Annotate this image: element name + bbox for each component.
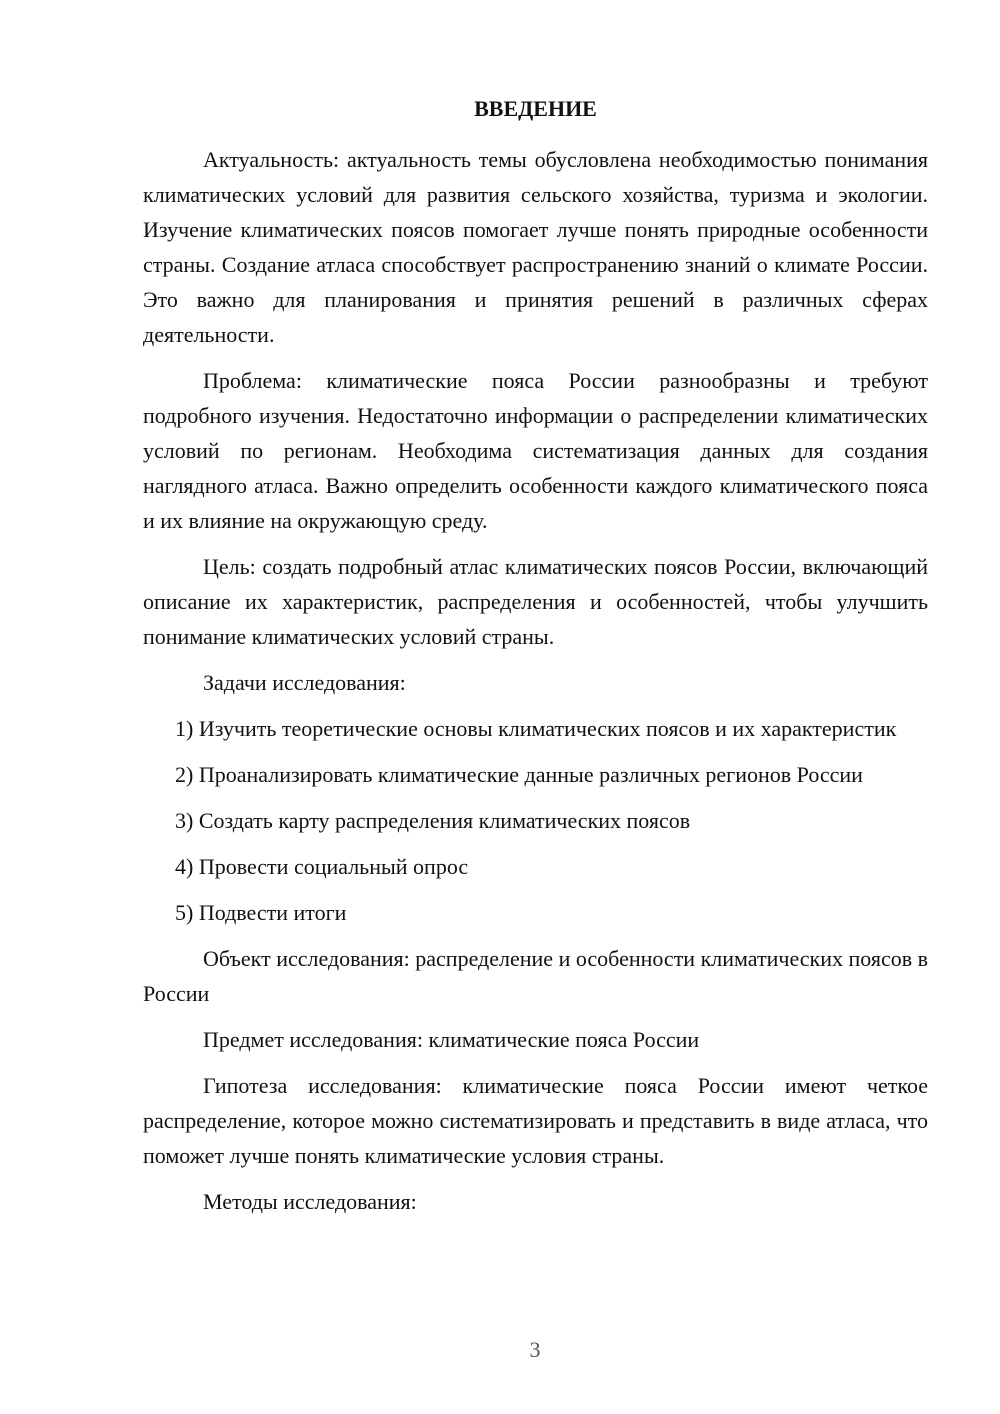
page-title: ВВЕДЕНИЕ bbox=[474, 96, 597, 121]
tasks-heading: Задачи исследования: bbox=[203, 670, 406, 695]
object-paragraph: Объект исследования: распределение и особенности климатических поясов в России bbox=[143, 946, 928, 1006]
page-number: 3 bbox=[529, 1337, 541, 1362]
task-item-4: 4) Провести социальный опрос bbox=[175, 854, 469, 879]
hypothesis-paragraph: Гипотеза исследования: климатические пояса России имеют четкое распределение, которое можно систематизировать и представить в виде атласа, что поможет лучше понять климатические условия страны. bbox=[143, 1073, 928, 1168]
methods-heading: Методы исследования: bbox=[203, 1189, 417, 1214]
problem-paragraph: Проблема: климатические пояса России разнообразны и требуют подробного изучения. Недостаточно информации о распределении климатических условий по регионам. Необходима систематизация данных для создания наглядного атласа. Важно определить особенности каждого климатического пояса и их влияние на окружающую среду. bbox=[143, 368, 928, 533]
document-page bbox=[143, 94, 928, 1230]
task-item-1: 1) Изучить теоретические основы климатических поясов и их характеристик bbox=[175, 716, 897, 741]
relevance-paragraph: Актуальность: актуальность темы обусловлена необходимостью понимания климатических условий для развития сельского хозяйства, туризма и экологии. Изучение климатических поясов помогает лучше понять природные особенности страны. Создание атласа способствует распространению знаний о климате России. Это важно для планирования и принятия решений в различных сферах деятельности. bbox=[143, 147, 928, 347]
task-item-5: 5) Подвести итоги bbox=[175, 900, 347, 925]
task-item-3: 3) Создать карту распределения климатических поясов bbox=[175, 808, 691, 833]
task-item-2: 2) Проанализировать климатические данные различных регионов России bbox=[175, 762, 863, 787]
goal-paragraph: Цель: создать подробный атлас климатических поясов России, включающий описание их характеристик, распределения и особенностей, чтобы улучшить понимание климатических условий страны. bbox=[143, 554, 928, 649]
subject-paragraph: Предмет исследования: климатические пояса России bbox=[203, 1027, 700, 1052]
